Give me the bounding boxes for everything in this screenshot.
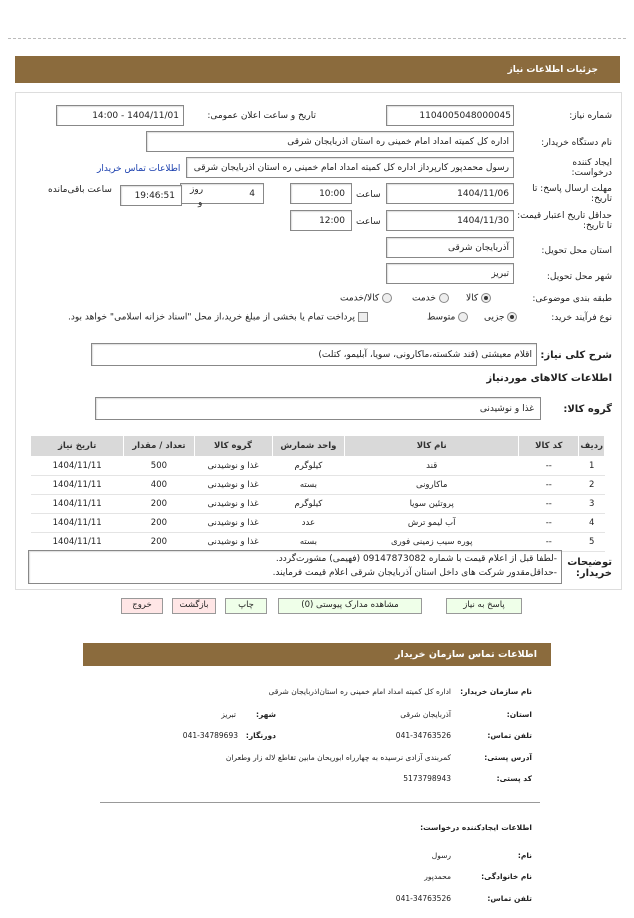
reply-button[interactable]: پاسخ به نیاز (446, 598, 522, 614)
table-header: نام کالا (345, 436, 519, 457)
table-cell: 1404/11/11 (31, 457, 124, 476)
print-button[interactable]: چاپ (225, 598, 267, 614)
page-title: جزئیات اطلاعات نیاز (507, 65, 598, 75)
send-deadline-label: مهلت ارسال پاسخ: تا تاریخ: (532, 184, 612, 204)
send-time-label: ساعت (356, 190, 381, 200)
table-header: کد کالا (519, 436, 579, 457)
table-header: تاریخ نیاز (31, 436, 124, 457)
buyer-postal-label: کد پستی: (496, 774, 532, 783)
top-divider (8, 38, 626, 39)
buyer-fax-label: دورنگار: (245, 731, 276, 740)
table-cell: 500 (124, 457, 194, 476)
table-cell: 3 (579, 495, 605, 514)
province-label: استان محل تحویل: (541, 246, 612, 256)
buyer-notes-line: -لطفا قبل از اعلام قیمت با شماره 09147873082 (فهیمی) مشورت‌گردد. (275, 554, 557, 564)
table-header: تعداد / مقدار (124, 436, 194, 457)
table-cell: -- (519, 457, 579, 476)
remaining-label: ساعت باقی‌مانده (48, 185, 112, 195)
buyer-fax: 041-34789693 (182, 731, 238, 740)
goods-table (30, 435, 605, 552)
table-cell: غذا و نوشیدنی (194, 495, 272, 514)
process-option-medium[interactable]: متوسط (427, 312, 468, 323)
send-date-field[interactable]: 1404/11/06 (386, 183, 514, 204)
table-cell: غذا و نوشیدنی (194, 457, 272, 476)
table-cell: 2 (579, 476, 605, 495)
table-cell: -- (519, 533, 579, 552)
table-header: واحد شمارش (272, 436, 345, 457)
buyer-notes-field[interactable] (28, 550, 562, 584)
creator-phone: 041-34763526 (395, 894, 451, 903)
buyer-postal: 5173798943 (403, 774, 451, 783)
need-number-label: شماره نیاز: (569, 111, 612, 121)
table-cell: 200 (124, 514, 194, 533)
table-cell: 1404/11/11 (31, 533, 124, 552)
days-label: روز (190, 185, 204, 195)
creator-info-title: اطلاعات ایجادکننده درخواست: (420, 823, 532, 832)
table-cell: پروتئین سویا (345, 495, 519, 514)
validity-time-field[interactable]: 12:00 (290, 210, 352, 231)
table-cell: پوره سیب زمینی فوری (345, 533, 519, 552)
table-cell: 200 (124, 495, 194, 514)
table-cell: 4 (579, 514, 605, 533)
table-cell: 1404/11/11 (31, 476, 124, 495)
table-cell: کیلوگرم (272, 495, 345, 514)
creator-family: محمدپور (424, 872, 451, 881)
announce-field[interactable]: 1404/11/01 - 14:00 (56, 105, 184, 126)
table-cell: 5 (579, 533, 605, 552)
summary-field[interactable]: اقلام معیشتی (قند شکسته،ماکارونی، سویا، آبلیمو، کتلت) (91, 343, 537, 366)
buyer-notes-label: توضیحات خریدار: (567, 557, 612, 579)
buyer-info-title: اطلاعات تماس سازمان خریدار (394, 649, 537, 660)
table-header: گروه کالا (194, 436, 272, 457)
buyer-contact-link[interactable]: اطلاعات تماس خریدار (97, 164, 181, 174)
table-header: ردیف (579, 436, 605, 457)
table-cell: 1404/11/11 (31, 495, 124, 514)
buyer-province-label: استان: (506, 710, 532, 719)
table-row[interactable] (31, 533, 605, 552)
city-label: شهر محل تحویل: (546, 272, 612, 282)
buyer-phone-label: تلفن تماس: (487, 731, 532, 740)
table-cell: 1 (579, 457, 605, 476)
table-cell: قند (345, 457, 519, 476)
goods-group-field[interactable]: غذا و نوشیدنی (95, 397, 541, 420)
category-label: طبقه بندی موضوعی: (532, 294, 612, 304)
buyer-org-name-label: نام سازمان خریدار: (460, 687, 532, 696)
table-row[interactable] (31, 476, 605, 495)
section-divider (100, 802, 540, 803)
buyer-city: تبریز (221, 710, 236, 719)
validity-time-label: ساعت (356, 217, 381, 227)
creator-field[interactable]: رسول محمدپور کارپرداز اداره کل کمیته امداد امام خمینی ره استان اذربایجان شرقی (186, 157, 514, 178)
radio-icon (507, 312, 517, 322)
back-button[interactable]: بازگشت (172, 598, 216, 614)
category-option-service[interactable]: خدمت (412, 293, 449, 304)
buyer-city-label: شهر: (256, 710, 276, 719)
days-field[interactable]: 4 (180, 183, 264, 204)
table-cell: بسته (272, 476, 345, 495)
table-cell: غذا و نوشیدنی (194, 514, 272, 533)
exit-button[interactable]: خروج (121, 598, 163, 614)
category-option-goods[interactable]: کالا (466, 293, 491, 304)
radio-icon (439, 293, 449, 303)
need-number-field[interactable]: 1104005048000045 (386, 105, 514, 126)
summary-label: شرح کلی نیاز: (540, 350, 612, 361)
table-cell: غذا و نوشیدنی (194, 533, 272, 552)
buyer-province: آذربایجان شرقی (400, 710, 451, 719)
table-cell: ماکارونی (345, 476, 519, 495)
buyer-info-header (83, 643, 551, 666)
province-field[interactable]: آذربایجان شرقی (386, 237, 514, 258)
table-row[interactable] (31, 495, 605, 514)
table-cell: -- (519, 514, 579, 533)
process-label: نوع فرآیند خرید: (551, 313, 612, 323)
table-cell: غذا و نوشیدنی (194, 476, 272, 495)
city-field[interactable]: تبریز (386, 263, 514, 284)
buyer-org-label: نام دستگاه خریدار: (541, 138, 612, 148)
and-label: و (198, 198, 203, 208)
goods-section-title: اطلاعات کالاهای موردنیاز (486, 373, 612, 384)
table-cell: 1404/11/11 (31, 514, 124, 533)
table-cell: -- (519, 495, 579, 514)
creator-name-label: نام: (517, 851, 532, 860)
goods-group-label: گروه کالا: (563, 404, 612, 415)
buyer-org-name: اداره کل کمیته امداد امام خمینی ره استان‌اذربایجان شرقی (268, 687, 451, 696)
radio-icon (458, 312, 468, 322)
validity-date-field[interactable]: 1404/11/30 (386, 210, 514, 231)
table-cell: بسته (272, 533, 345, 552)
process-option-minor[interactable]: جزیی (484, 312, 517, 323)
creator-family-label: نام خانوادگی: (481, 872, 532, 881)
radio-icon (382, 293, 392, 303)
buyer-address: کمربندی آزادی نرسیده به چهارراه ابوریحان مابین تقاطع لاله زار وطعران (225, 753, 451, 762)
table-row[interactable] (31, 457, 605, 476)
table-cell: 400 (124, 476, 194, 495)
remaining-time-field[interactable]: 19:46:51 (120, 185, 182, 206)
page-header (15, 56, 620, 83)
buyer-address-label: آدرس پستی: (484, 753, 532, 762)
radio-icon (481, 293, 491, 303)
table-cell: آب لیمو ترش (345, 514, 519, 533)
creator-label: ایجاد کننده درخواست: (571, 158, 612, 178)
buyer-notes-line: -حداقل‌مقدور شرکت های داخل استان آذربایجان شرقی اعلام قیمت فرمایند. (272, 568, 557, 578)
table-row[interactable] (31, 514, 605, 533)
table-cell: -- (519, 476, 579, 495)
table-header-row (31, 436, 605, 457)
send-time-field[interactable]: 10:00 (290, 183, 352, 204)
buyer-phone: 041-34763526 (395, 731, 451, 740)
announce-label: تاریخ و ساعت اعلان عمومی: (207, 111, 316, 121)
table-cell: کیلوگرم (272, 457, 345, 476)
category-option-goods-service[interactable]: کالا/خدمت (340, 293, 392, 304)
creator-phone-label: تلفن تماس: (487, 894, 532, 903)
validity-label: حداقل تاریخ اعتبار قیمت: تا تاریخ: (517, 211, 612, 231)
attachments-button[interactable]: مشاهده مدارک پیوستی (0) (278, 598, 422, 614)
table-cell: 200 (124, 533, 194, 552)
table-cell: عدد (272, 514, 345, 533)
checkbox-icon (358, 312, 368, 322)
creator-name: رسول (431, 851, 451, 860)
payment-note[interactable]: پرداخت تمام یا بخشی از مبلغ خرید،از محل "اسناد خزانه اسلامی" خواهد بود. (68, 312, 368, 323)
buyer-org-field[interactable]: اداره کل کمیته امداد امام خمینی ره استان اذربایجان شرقی (146, 131, 514, 152)
